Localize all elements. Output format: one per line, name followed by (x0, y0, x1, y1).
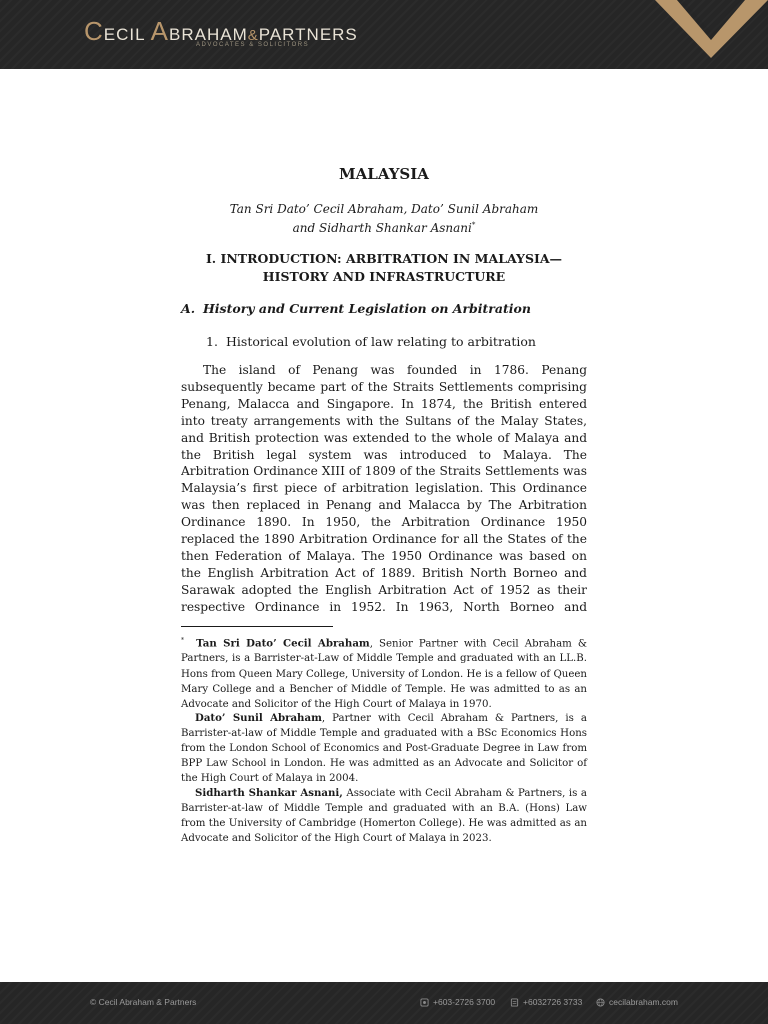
subsubsection-heading: 1. Historical evolution of law relating to arbitration (206, 334, 536, 349)
document-title: MALAYSIA (339, 165, 429, 183)
fax-icon (510, 998, 519, 1007)
page-footer (0, 982, 768, 1024)
copyright-text: © Cecil Abraham & Partners (90, 997, 197, 1007)
body-paragraph: The island of Penang was founded in 1786. Penang subsequently became part of the Straits Settlements comprising Penang, Malacca and Singapore. In 1874, the British entered into treaty arrangements with the Sultans of the Malay States, and British protection was extended to the whole of Malaya and the British legal system was introduced to Malaya. The Arbitration Ordinance XIII of 1809 of the Straits Settlements was Malaysia’s first piece of arbitration legislation. This Ordinance was then replaced in Penang and Malacca by The Arbitration Ordinance 1890. In 1950, the Arbitration Ordinance 1950 replaced the 1890 Arbitration Ordinance for all the States of the then Federation of Malaya. The 1950 Ordinance was based on the English Arbitration Act of 1889. British North Borneo and Sarawak adopted the English Arbitration Act of 1952 as their respective Ordinance in 1952. In 1963, North Borneo and (181, 363, 587, 614)
authors-line-2: and Sidharth Shankar Asnani* (292, 221, 476, 235)
footnote-marker: * (471, 221, 476, 229)
subsection-heading: A. History and Current Legislation on Arbitration (181, 301, 531, 316)
contact-phone-2[interactable]: +6032726 3733 (510, 997, 582, 1007)
chevron-decoration-icon (655, 0, 768, 69)
authors-block (181, 201, 587, 236)
contact-phone-1[interactable]: +603-2726 3700 (420, 997, 495, 1007)
footnote-divider (181, 626, 333, 627)
logo-wordmark: CECIL ABRAHAM&PARTNERS (84, 16, 358, 46)
authors-line-1: Tan Sri Dato’ Cecil Abraham, Dato’ Sunil Abraham (229, 202, 539, 216)
firm-logo (84, 16, 384, 53)
globe-icon (596, 998, 605, 1007)
section-heading: I. INTRODUCTION: ARBITRATION IN MALAYSIA— HISTORY AND INFRASTRUCTURE (205, 251, 563, 284)
footnote-2: Dato’ Sunil Abraham, Partner with Cecil Abraham & Partners, is a Barrister-at-law of Middle Temple and graduated with a BSc Economics Hons from the London School of Economics and Post-Graduate Degree in Law from BPP Law School in London. He was admitted as an Advocate and Solicitor of the High Court of Malaya in 2004. (181, 712, 587, 785)
footnote-1: * Tan Sri Dato’ Cecil Abraham, Senior Partner with Cecil Abraham & Partners, is a Barrister-at-Law of Middle Temple and graduated with an LL.B. Hons from Queen Mary College, University of London. He is a fellow of Queen Mary College and a Bencher of Middle of Temple. He was admitted to as an Advocate and Solicitor of the High Court of Malaya in 1970. (181, 637, 587, 710)
page-header (0, 0, 768, 69)
contact-website[interactable]: cecilabraham.com (596, 997, 678, 1007)
logo-tagline: ADVOCATES & SOLICITORS (196, 42, 310, 48)
footnote-3: Sidharth Shankar Asnani, Associate with Cecil Abraham & Partners, is a Barrister-at-law of Middle Temple and graduated with an B.A. (Hons) Law from the University of Cambridge (Homerton College). He was admitted as an Advocate and Solicitor of the High Court of Malaya in 2023. (181, 787, 587, 845)
phone-icon (420, 998, 429, 1007)
